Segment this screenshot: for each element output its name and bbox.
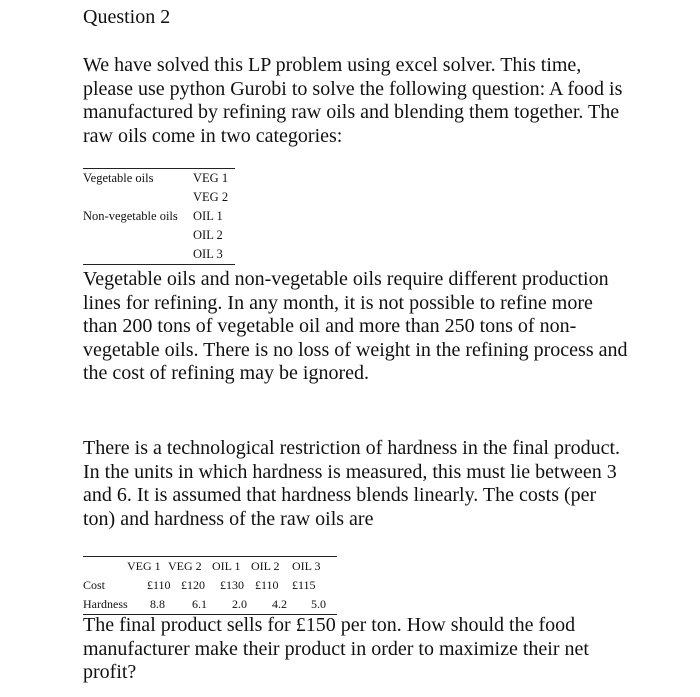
cost-row bbox=[83, 576, 337, 595]
oil-cell: OIL 3 bbox=[193, 247, 223, 261]
category-cell bbox=[83, 188, 193, 207]
hardness-cell: 4.2 bbox=[272, 597, 287, 611]
category-row bbox=[83, 188, 235, 207]
cost-cell: £130 bbox=[220, 578, 244, 592]
cost-cell: £115 bbox=[292, 578, 316, 592]
row-label: Hardness bbox=[83, 597, 128, 611]
header-cell: OIL 3 bbox=[292, 559, 321, 573]
category-cell bbox=[83, 226, 193, 245]
category-row bbox=[83, 226, 235, 245]
category-cell bbox=[83, 245, 193, 264]
category-row bbox=[83, 169, 235, 188]
question-title: Question 2 bbox=[83, 6, 171, 28]
cost-cell: £120 bbox=[181, 578, 205, 592]
header-row bbox=[83, 557, 337, 576]
intro-paragraph: We have solved this LP problem using excel solver. This time, please use python Gurobi to solve the following question: A food is manufactured by refining raw oils and blending them together. The raw oils come in two categories: bbox=[83, 54, 623, 147]
hardness-cell: 8.8 bbox=[150, 597, 165, 611]
closing-paragraph: The final product sells for £150 per ton. How should the food manufacturer make their product in order to maximize their net profit? bbox=[83, 614, 589, 683]
oil-cell: VEG 1 bbox=[193, 171, 229, 185]
row-label: Cost bbox=[83, 578, 106, 592]
category-row bbox=[83, 245, 235, 264]
category-cell: Vegetable oils bbox=[83, 171, 154, 185]
hardness-cell: 5.0 bbox=[311, 597, 326, 611]
header-cell: OIL 2 bbox=[251, 559, 280, 573]
oil-cell: OIL 1 bbox=[193, 209, 223, 223]
oil-category-table bbox=[83, 168, 235, 265]
cost-cell: £110 bbox=[147, 578, 171, 592]
oil-cell: VEG 2 bbox=[193, 190, 229, 204]
oil-cell: OIL 2 bbox=[193, 228, 223, 242]
header-cell: VEG 2 bbox=[168, 559, 202, 573]
hardness-row bbox=[83, 595, 337, 614]
category-cell: Non-vegetable oils bbox=[83, 209, 178, 223]
cost-hardness-table bbox=[83, 556, 337, 615]
header-cell: OIL 1 bbox=[212, 559, 241, 573]
hardness-cell: 2.0 bbox=[232, 597, 247, 611]
category-row bbox=[83, 207, 235, 226]
refining-paragraph: Vegetable oils and non-vegetable oils require different production lines for refining. In any month, it is not possible to refine more than 200 tons of vegetable oil and more than 250 tons of non-vegetable oils. There is no loss of weight in the refining process and the cost of refining may be ignored. bbox=[83, 268, 628, 384]
hardness-paragraph: There is a technological restriction of hardness in the final product. In the units in which hardness is measured, this must lie between 3 and 6. It is assumed that hardness blends linearly. The costs (per ton) and hardness of the raw oils are bbox=[83, 437, 621, 530]
header-cell: VEG 1 bbox=[127, 559, 161, 573]
hardness-cell: 6.1 bbox=[192, 597, 207, 611]
cost-cell: £110 bbox=[255, 578, 279, 592]
